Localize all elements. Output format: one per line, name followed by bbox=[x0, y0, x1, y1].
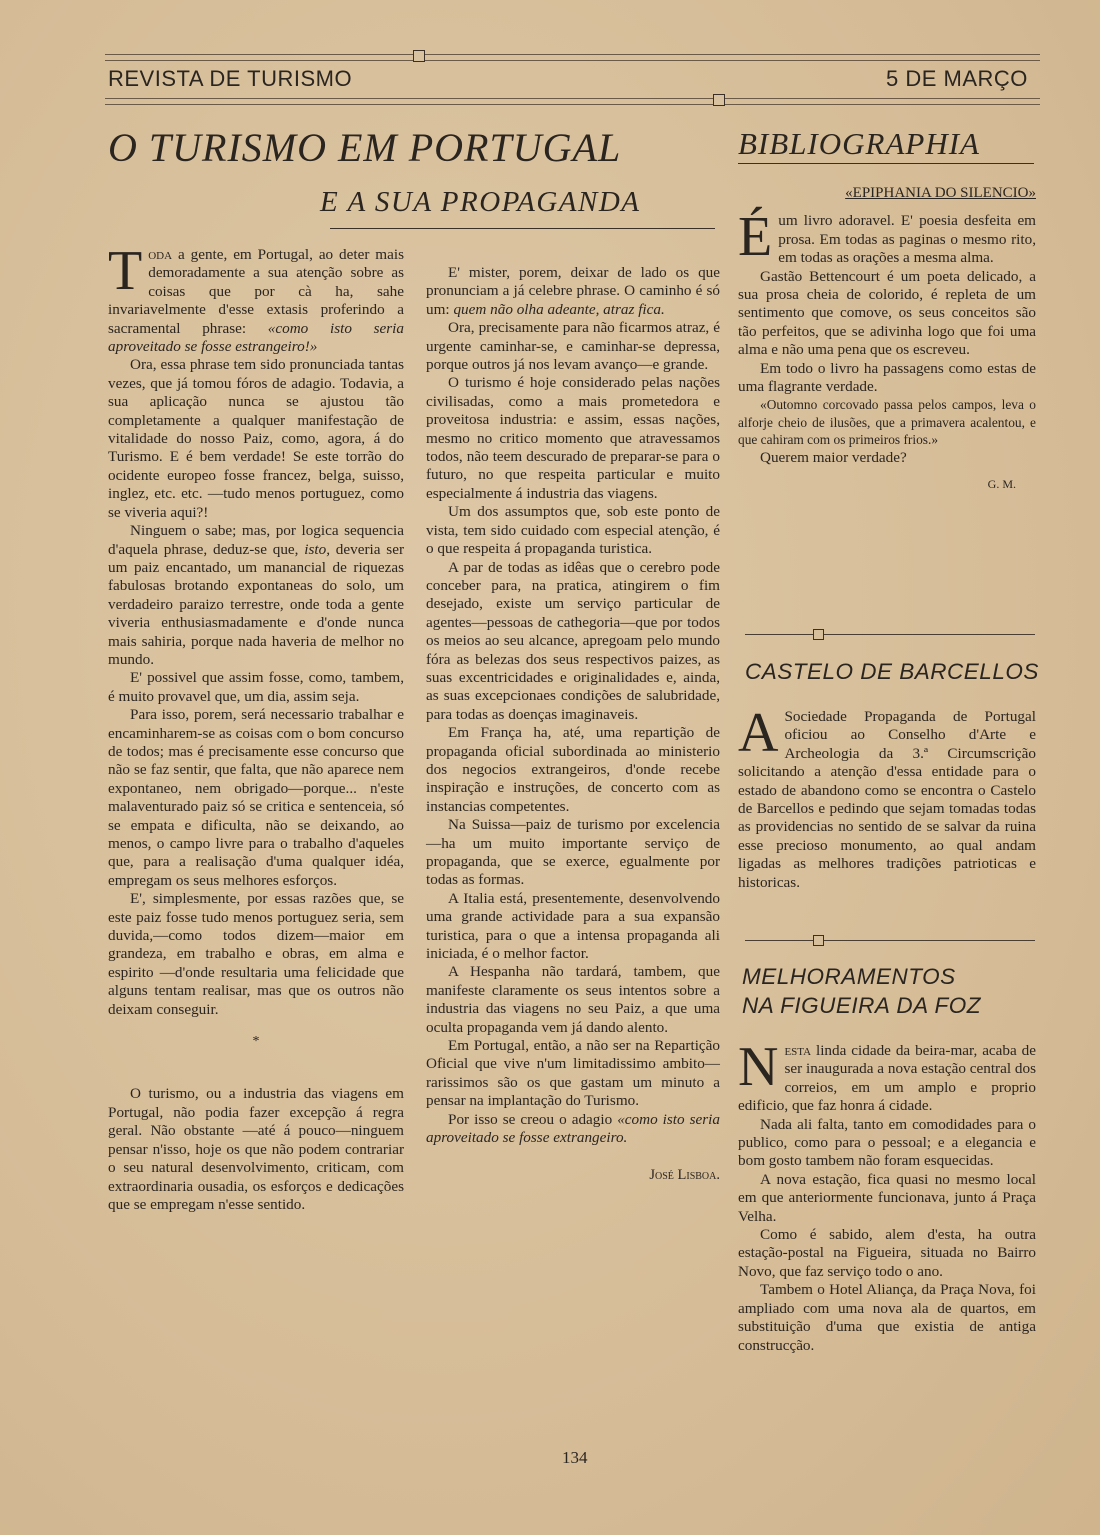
article-paragraph: Na Suissa—paiz de turismo por excelencia—ha um muito importante serviço de propaganda, que se exerce, egualmente por todas as formas. bbox=[426, 816, 720, 889]
italic-phrase: quem não olha adeante, atraz fica. bbox=[453, 300, 665, 318]
article-paragraph: E', simplesmente, por essas razões que, se este paiz fosse tudo menos portuguez seria, sem duvida,—como todos dizem—maior em grandeza, em trabalho e obras, em alma e espirito —d'onde resultaria uma felicidade que alguns tentam realisar, mas que os outros não deixam conseguir. bbox=[108, 890, 404, 1018]
article-subtitle: E A SUA PROPAGANDA bbox=[320, 186, 641, 218]
article-paragraph: Um dos assumptos que, sob este ponto de vista, tem sido cuidado com especial atenção, é o que respeita á propaganda turistica. bbox=[426, 503, 720, 558]
bibliographia-title: BIBLIOGRAPHIA bbox=[738, 126, 980, 161]
ornament-square bbox=[713, 94, 725, 106]
review-paragraph: Em todo o livro ha passagens como estas de uma flagrante verdade. bbox=[738, 359, 1036, 396]
article-paragraph: A Hespanha não tardará, tambem, que manifeste claramente os seus intentos sobre a industria das viagens no seu Paiz, a que uma oculta propaganda vem já dando alento. bbox=[426, 963, 720, 1036]
paragraph-text: um livro adoravel. E' poesia desfeita em prosa. Em todas as paginas o mesmo rito, em todas as orações a mesma alma. bbox=[778, 212, 1036, 267]
article-paragraph: A Italia está, presentemente, desenvolvendo uma grande actividade para a sua expansão turistica, para o que a intensa propaganda ali iniciada, é o melhor factor. bbox=[426, 889, 720, 963]
castelo-title: CASTELO DE BARCELLOS bbox=[745, 659, 1039, 684]
article-paragraph: A par de todas as idêas que o cerebro pode conceber para, na pratica, atingirem o fim desejado, existe um serviço particular de agentes—pessoas de cathegoria—que por todos os meios ao seu alcance, apregoam pelo mundo fóra as belezas dos seus respectivos paizes, as suas excentricidades e originalidades e, ainda, as suas excepcionaes condições de salubridade, para todas as doenças imaginaveis. bbox=[426, 558, 720, 723]
article-paragraph bbox=[108, 240, 404, 356]
article-column-1 bbox=[108, 240, 404, 1214]
lead-word: oda bbox=[148, 246, 173, 263]
section-separator bbox=[745, 634, 1035, 635]
figueira-paragraph: Tambem o Hotel Aliança, da Praça Nova, foi ampliado com uma nova ala de quartos, em substituição d'uma que existia de antiga construcção. bbox=[738, 1281, 1036, 1354]
bibliographia-rule bbox=[738, 163, 1034, 164]
author-signature: José Lisboa. bbox=[649, 1166, 720, 1183]
book-quote: «Outomno corcovado passa pelos campos, leva o alforje cheio de ilusões, que a primavera acalentou, e que cahiram com os primeiros frios.» bbox=[738, 397, 1036, 448]
page-number: 134 bbox=[562, 1448, 588, 1467]
article-paragraph: O turismo é hoje considerado pelas nações civilisadas, como a mais prometedora e proveitosa industria: e assim, essas nações, mesmo no critico momento que atravessamos todos, não teem descurado de preparar-se para o futuro, no que respeita particular e muito especialmente á industria das viagens. bbox=[426, 374, 720, 502]
article-paragraph bbox=[108, 522, 404, 669]
review-paragraph: Gastão Bettencourt é um poeta delicado, a sua prosa cheia de colorido, é repleta de um sentimento que comove, os seus conceitos são tão perfeitos, que se adivinha logo que foi uma alma e não uma pena que os escreveu. bbox=[738, 267, 1036, 359]
article-paragraph: O turismo, ou a industria das viagens em Portugal, não podia fazer excepção á regra geral. Não obstante —até á pouco—ninguem pensar n'isso, hoje os que não podem contrariar o seu natural desenvolvimento, criticam, com extraordinaria ousadia, os esforços e dedicações que se empregam n'esse sentido. bbox=[108, 1085, 404, 1213]
paragraph-text: Sociedade Propaganda de Portugal oficiou ao Conselho d'Arte e Archeologia da 3.ª Circumscrição solicitando a atenção d'essa entidade para o estado de abandono como se encontra o Castelo de Barcellos e pedindo que sejam tomadas todas as providencias no sentido de se salvar da ruina esse precioso monumento, ao qual andam ligadas as melhores tradições patrioticas e historicas. bbox=[738, 708, 1036, 891]
figueira-paragraph: Como é sabido, alem d'esta, ha outra estação-postal na Figueira, situada no Bairro Novo, que faz serviço todo o ano. bbox=[738, 1226, 1036, 1280]
figueira-section bbox=[738, 1036, 1036, 1355]
header-bottom-rule bbox=[105, 98, 1040, 105]
figueira-title-line-1: MELHORAMENTOS bbox=[742, 964, 956, 989]
ornament-square bbox=[413, 50, 425, 62]
italic-word: isto, bbox=[304, 540, 331, 558]
figueira-paragraph: A nova estação, fica quasi no mesmo local em que anteriormente funcionava, junto á Praça Velha. bbox=[738, 1170, 1036, 1225]
figueira-title bbox=[742, 962, 981, 1020]
paragraph-text: deveria ser um paiz encantado, um manancial de riquezas fabulosas brotando expontaneas do solo, um verdadeiro paraizo terrestre, onde toda a gente viveria enthusiasmadamente e d'onde nunca mais sahiria, porque nada haveria de melhor no mundo. bbox=[108, 540, 404, 668]
article-column-2 bbox=[426, 264, 720, 1184]
drop-cap: A bbox=[738, 702, 779, 764]
paragraph-text: a gente, em Portugal, ao deter mais demoradamente a sua atenção sobre as coisas que por cà ha, sahe invariavelmente d'esse extasis proferindo a sacramental phrase: bbox=[108, 246, 404, 337]
title-rule bbox=[330, 228, 715, 229]
article-paragraph: Ora, precisamente para não ficarmos atraz, é urgente caminhar-se, e caminhar-se depressa, porque outros já nos levam avanço—e grande. bbox=[426, 319, 720, 374]
article-paragraph bbox=[426, 1111, 720, 1148]
lead-word: esta bbox=[784, 1042, 812, 1059]
article-title: O TURISMO EM PORTUGAL bbox=[108, 125, 622, 170]
section-separator bbox=[745, 940, 1035, 941]
paragraph-text: E' mister, porem, deixar de lado os que pronunciam a já celebre phrase. O caminho é só um: bbox=[426, 264, 720, 318]
article-paragraph: Em Portugal, então, a não ser na Repartição Oficial que vive n'um limitadissimo ambito—rarissimos são os que gastam um minuto a pensar na implantação do Turismo. bbox=[426, 1037, 720, 1110]
drop-cap: É bbox=[738, 206, 773, 269]
castelo-paragraph bbox=[738, 702, 1036, 892]
ornament-square bbox=[813, 629, 824, 640]
paragraph-text: linda cidade da beira-mar, acaba de ser inaugurada a nova estação central dos correios, em um amplo e proprio edificio, que faz honra á cidade. bbox=[738, 1042, 1036, 1115]
article-paragraph: Em França ha, até, uma repartição de propaganda oficial subordinada ao ministerio dos negocios extrangeiros, d'onde recebe inspiração e instruções, de concerto com as instancias competentes. bbox=[426, 724, 720, 815]
review-paragraph: Querem maior verdade? bbox=[760, 448, 907, 466]
article-paragraph: Para isso, porem, será necessario trabalhar e encaminharem-se as coisas com o bom concurso de todos; mas é precisamente esse concurso que não se faz sentir, que falta, que não aparece nem expontaneo, nem obrigado—porque... n'este malaventurado paiz só se critica e sentenceia, só se empata e dificulta, não se deixando, ao menos, o campo livre para o trabalho d'aqueles que, para a realisação d'uma qualquer idéa, empregam os seus melhores esforços. bbox=[108, 706, 404, 889]
book-title: «EPIPHANIA DO SILENCIO» bbox=[845, 185, 1036, 201]
running-header-date: 5 DE MARÇO bbox=[886, 66, 1028, 91]
header-top-rule bbox=[105, 54, 1040, 61]
drop-cap: N bbox=[738, 1036, 779, 1098]
article-paragraph bbox=[426, 264, 720, 319]
ornament-square bbox=[813, 935, 824, 946]
running-header-title: REVISTA DE TURISMO bbox=[108, 66, 353, 91]
quoted-phrase: «como isto seria aproveitado se fosse estrangeiro!» bbox=[108, 319, 404, 356]
figueira-paragraph bbox=[738, 1036, 1036, 1116]
article-paragraph: E' possivel que assim fosse, como, tambem, é muito provavel que, um dia, assim seja. bbox=[108, 669, 404, 705]
section-asterisk: * bbox=[252, 1034, 260, 1050]
bibliographia-section bbox=[738, 184, 1036, 494]
drop-cap: T bbox=[108, 240, 143, 302]
castelo-section bbox=[738, 702, 1036, 892]
review-paragraph bbox=[738, 206, 1036, 269]
paragraph-text: Por isso se creou o adagio bbox=[448, 1110, 618, 1128]
article-paragraph: Ora, essa phrase tem sido pronunciada tantas vezes, que já tomou fóros de adagio. Todavia, a sua aplicação nunca se ajustou tão completamente a qualquer manifestação de vitalidade do nosso Paiz, como, agora, á do Turismo. E é bem verdade! Se este torrão do ocidente europeo fosse francez, belga, suisso, inglez, etc. etc. —tudo menos portuguez, como se viveria aqui?! bbox=[108, 356, 404, 521]
paragraph-text: Ninguem o sabe; mas, por logica sequencia d'aquela phrase, deduz-se que, bbox=[108, 522, 404, 558]
review-signature: G. M. bbox=[987, 477, 1016, 492]
figueira-paragraph: Nada ali falta, tanto em comodidades para o publico, como para o pessoal; e a elegancia e bom gosto tambem não foram esquecidas. bbox=[738, 1115, 1036, 1170]
italic-phrase: «como isto seria aproveitado se fosse extrangeiro. bbox=[426, 1110, 720, 1147]
figueira-title-line-2: NA FIGUEIRA DA FOZ bbox=[742, 993, 982, 1018]
